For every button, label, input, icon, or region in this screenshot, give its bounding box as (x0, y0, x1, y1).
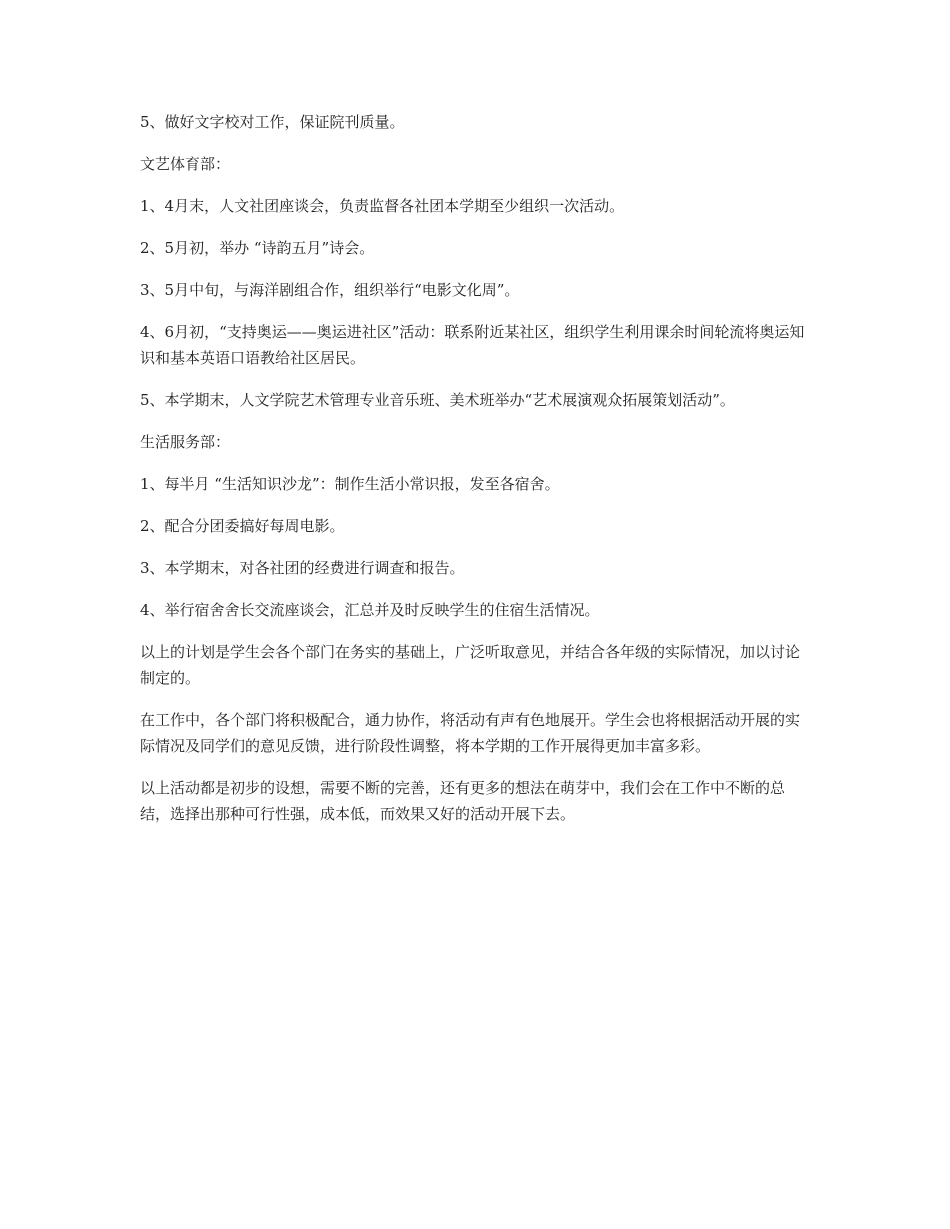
document-body (140, 109, 812, 843)
section-heading-life-services: 生活服务部： (140, 433, 231, 451)
list-item: 2、配合分团委搞好每周电影。 (140, 517, 345, 535)
section-heading-arts-sports: 文艺体育部： (140, 155, 231, 173)
closing-paragraph: 以上活动都是初步的设想，需要不断的完善，还有更多的想法在萌芽中，我们会在工作中不断的总结，选择出那种可行性强，成本低，而效果又好的活动开展下去。 (140, 779, 786, 823)
list-item: 4、6月初，“支持奥运——奥运进社区”活动：联系附近某社区，组织学生利用课余时间轮流将奥运知识和基本英语口语教给社区居民。 (140, 323, 805, 367)
list-item: 4、举行宿舍舍长交流座谈会，汇总并及时反映学生的住宿生活情况。 (140, 601, 600, 619)
list-item: 5、本学期末，人文学院艺术管理专业音乐班、美术班举办“艺术展演观众拓展策划活动”。 (140, 391, 735, 409)
list-item-proofreading: 5、做好文字校对工作，保证院刊质量。 (140, 113, 405, 131)
list-item: 2、5月初，举办 “诗韵五月”诗会。 (140, 239, 375, 257)
summary-paragraph: 以上的计划是学生会各个部门在务实的基础上，广泛听取意见，并结合各年级的实际情况，加以讨论制定的。 (140, 643, 801, 687)
list-item: 3、5月中旬，与海洋剧组合作，组织举行“电影文化周”。 (140, 281, 520, 299)
list-item: 3、本学期末，对各社团的经费进行调查和报告。 (140, 559, 465, 577)
list-item: 1、每半月 “生活知识沙龙”：制作生活小常识报，发至各宿舍。 (140, 475, 560, 493)
summary-paragraph: 在工作中，各个部门将积极配合，通力协作，将活动有声有色地展开。学生会也将根据活动开展的实际情况及同学们的意见反馈，进行阶段性调整，将本学期的工作开展得更加丰富多彩。 (140, 711, 801, 755)
list-item: 1、4月末，人文社团座谈会，负责监督各社团本学期至少组织一次活动。 (140, 197, 625, 215)
